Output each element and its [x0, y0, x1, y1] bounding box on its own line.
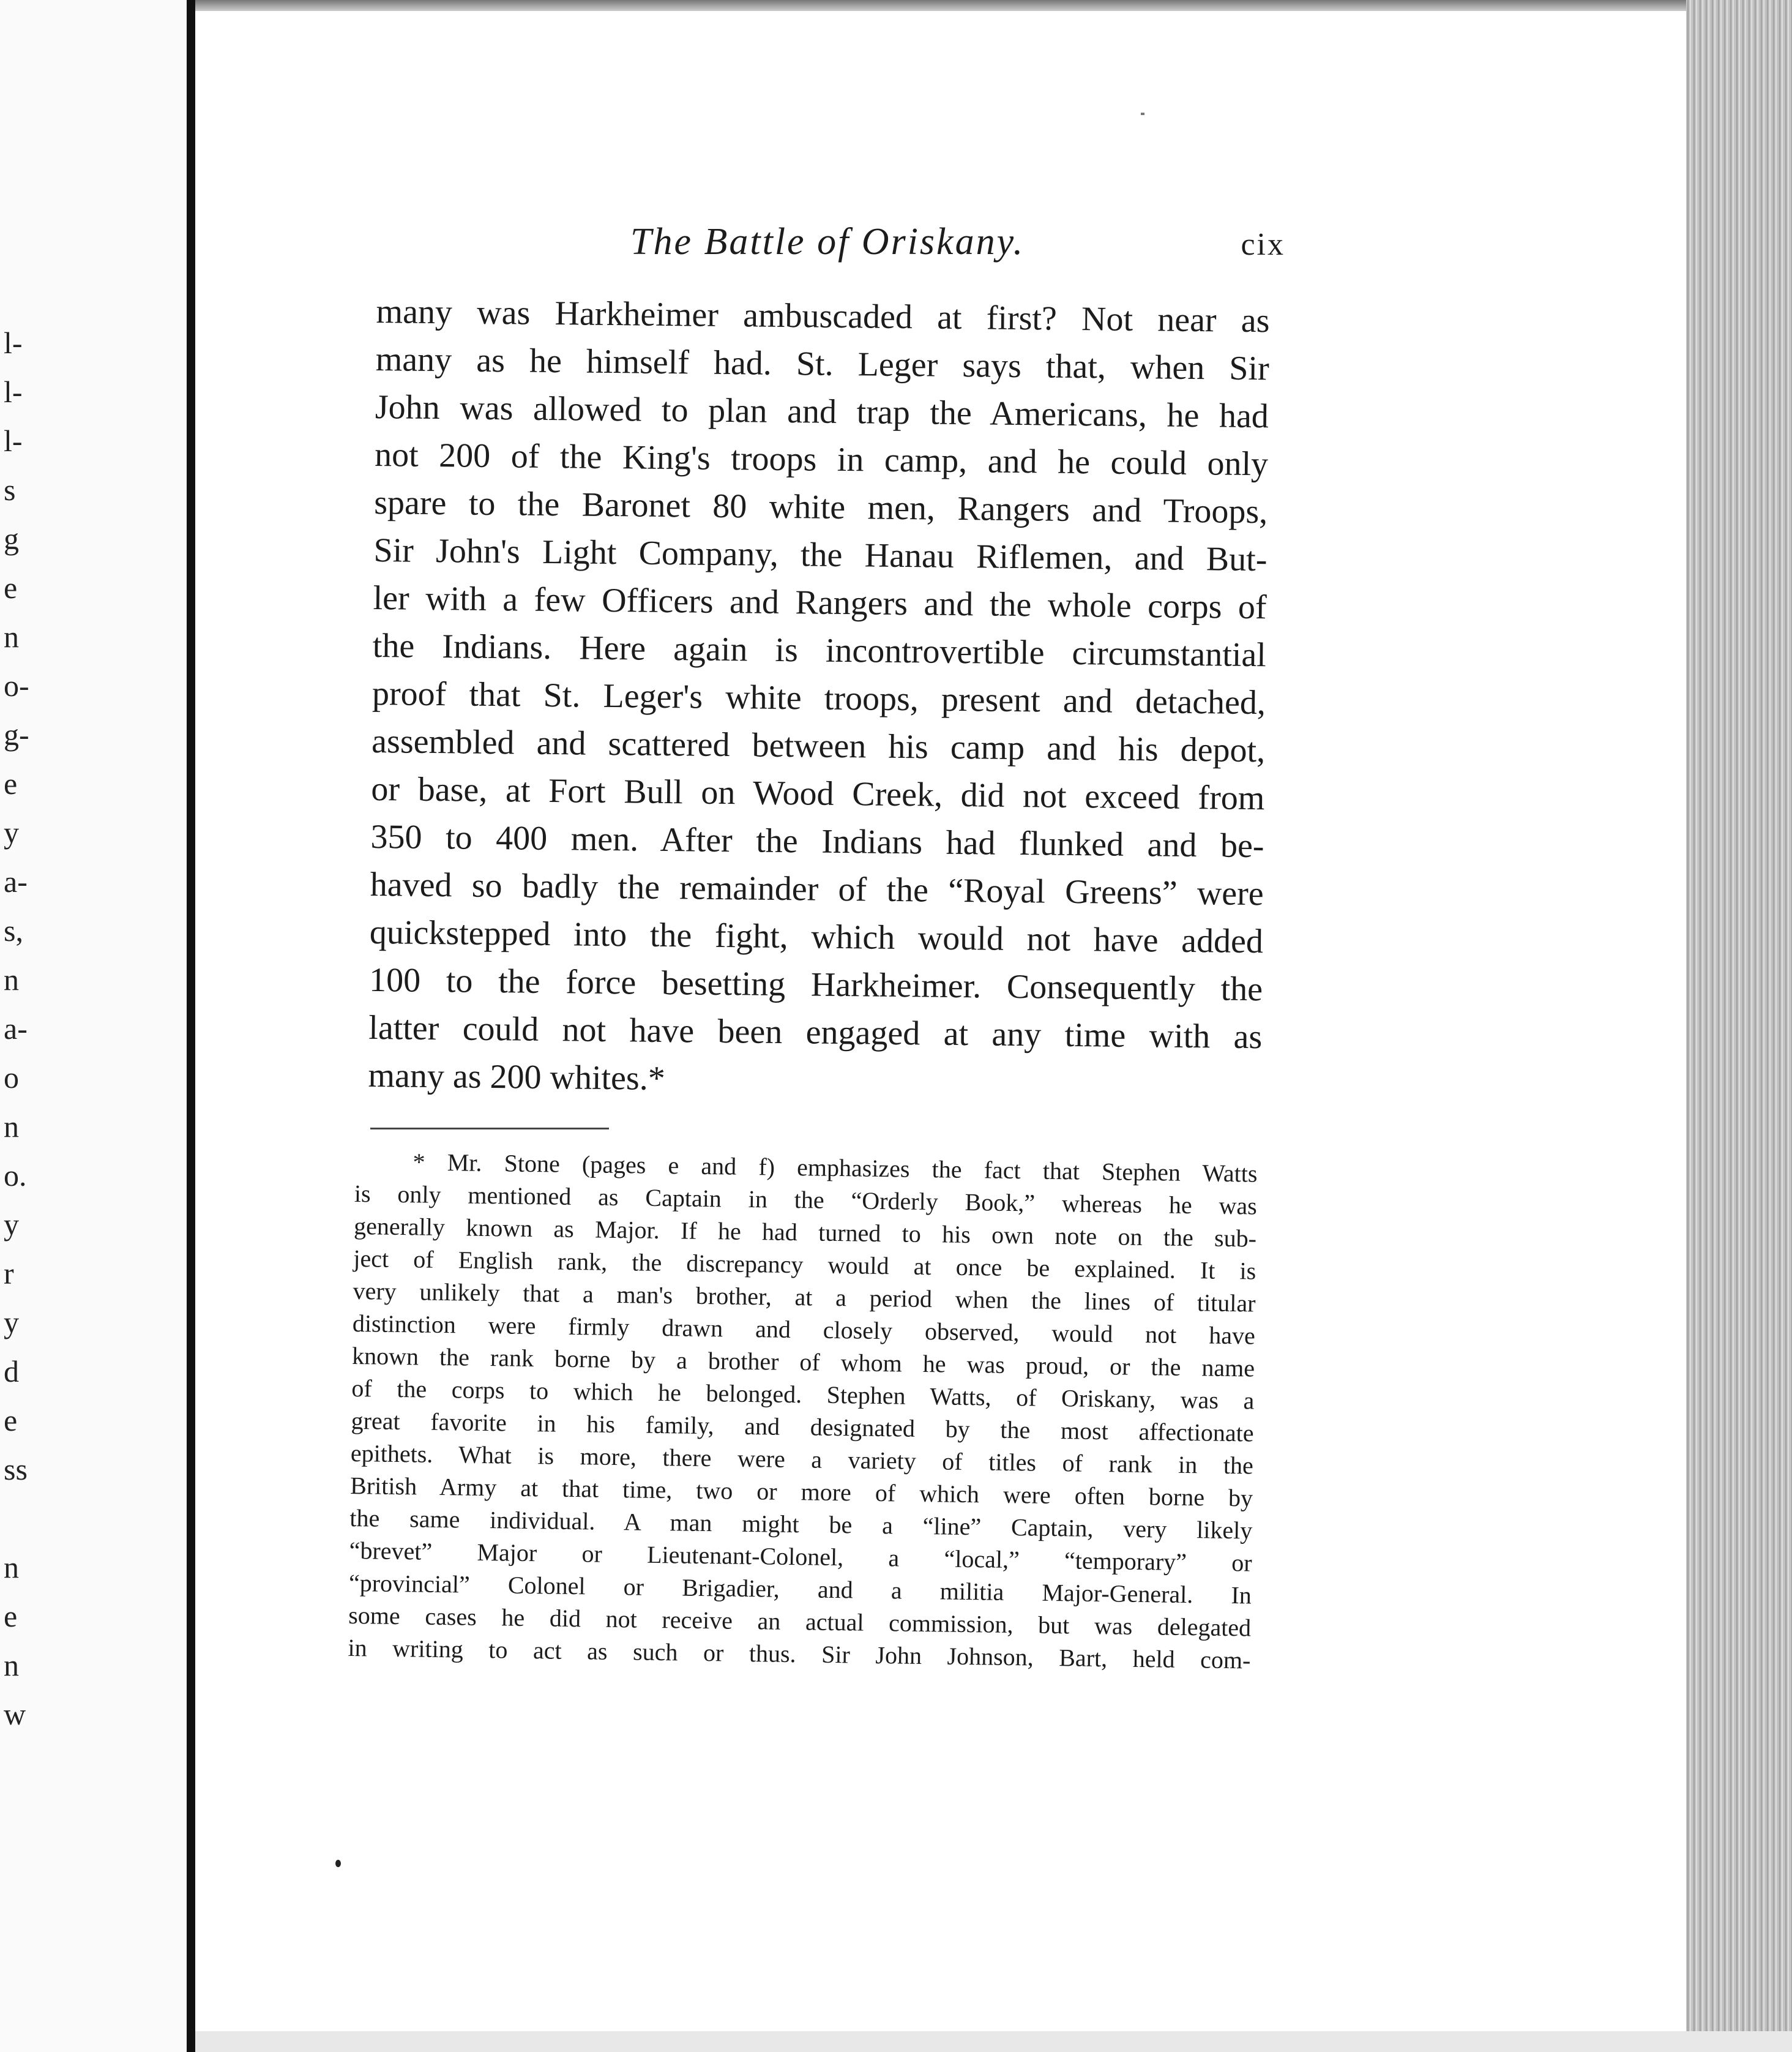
left-page-fragment: s,	[4, 913, 23, 948]
left-page-fragment: y	[4, 1305, 19, 1339]
footnote-line: in writing to act as such or thus. Sir John Johnson, Bart, held com-	[348, 1633, 1251, 1674]
footnote-rule	[370, 1128, 609, 1129]
left-page-fragment: n	[4, 1550, 19, 1584]
left-page-fragment: s	[4, 473, 16, 507]
body-line: 350 to 400 men. After the Indians had flunked and be-	[370, 817, 1264, 866]
body-line: many as 200 whites.*	[368, 1056, 666, 1098]
left-page-fragment: e	[4, 1403, 18, 1437]
left-page-fragment: l-	[4, 326, 23, 360]
body-line: latter could not have been engaged at any time with as	[368, 1008, 1263, 1057]
left-page-fragment: n	[4, 620, 19, 654]
footnote-line: distinction were firmly drawn and closely observed, would not have	[352, 1309, 1256, 1350]
left-page-fragment: g-	[4, 717, 29, 752]
left-page-fragment: a-	[4, 1011, 28, 1046]
left-page-margin	[0, 0, 187, 2052]
body-line: the Indians. Here again is incontrovertible circumstantial	[372, 626, 1267, 675]
body-line: or base, at Fort Bull on Wood Creek, did not exceed from	[371, 770, 1265, 818]
footnote-line: * Mr. Stone (pages e and f) emphasizes the fact that Stephen Watts	[413, 1148, 1258, 1188]
left-page-fragment	[0, 1494, 37, 1543]
left-page-fragment: a-	[4, 864, 28, 899]
left-page-fragment: n	[4, 1109, 19, 1144]
body-line: many was Harkheimer ambuscaded at first? Not near as	[376, 292, 1270, 340]
body-line: haved so badly the remainder of the “Royal Greens” were	[370, 865, 1264, 913]
left-page-fragment: e	[4, 571, 18, 605]
body-line: assembled and scattered between his camp and his depot,	[371, 722, 1266, 770]
left-page-text-fragments	[0, 318, 37, 1739]
scan-speck	[1141, 113, 1144, 115]
body-line: ler with a few Officers and Rangers and the whole corps of	[373, 579, 1267, 627]
body-line: quickstepped into the fight, which would not have added	[369, 913, 1264, 961]
left-page-fragment: n	[4, 1648, 19, 1682]
left-page-fragment: e	[4, 766, 18, 801]
left-page-fragment: y	[4, 1207, 19, 1241]
footnote-line: epithets. What is more, there were a variety of titles of rank in the	[350, 1439, 1254, 1480]
left-page-fragment: y	[4, 815, 19, 850]
footnote-line: is only mentioned as Captain in the “Orderly Book,” whereas he was	[354, 1179, 1258, 1220]
left-page-fragment: o.	[4, 1158, 27, 1193]
left-page-fragment: r	[4, 1256, 14, 1290]
left-page-fragment: n	[4, 962, 19, 997]
book-gutter	[187, 0, 195, 2052]
body-text	[368, 288, 1270, 1109]
footnote-line: of the corps to which he belonged. Stephen Watts, of Oriskany, was a	[351, 1374, 1255, 1415]
left-page-fragment: o-	[4, 668, 29, 703]
body-line: many as he himself had. St. Leger says that, when Sir	[375, 340, 1270, 388]
footnote-line: the same individual. A man might be a “line” Captain, very likely	[349, 1503, 1253, 1545]
footnote	[348, 1145, 1258, 1677]
body-line: 100 to the force besetting Harkheimer. Consequently the	[368, 960, 1263, 1009]
left-page-fragment: e	[4, 1599, 18, 1633]
left-page-fragment: ss	[4, 1452, 28, 1486]
footnote-line: generally known as Major. If he had turned to his own note on the sub-	[353, 1211, 1257, 1253]
body-line: spare to the Baronet 80 white men, Rangers and Troops,	[373, 483, 1268, 531]
footnote-line: great favorite in his family, and designated by the most affectionate	[351, 1406, 1254, 1447]
left-page-fragment: d	[4, 1354, 19, 1388]
body-line: Sir John's Light Company, the Hanau Riflemen, and But-	[373, 531, 1267, 579]
body-line: not 200 of the King's troops in camp, and he could only	[374, 435, 1269, 484]
page-top-edge	[195, 0, 1792, 11]
scan-speck	[335, 1860, 341, 1867]
footnote-line: ject of English rank, the discrepancy would at once be explained. It is	[353, 1244, 1256, 1285]
footnote-line: “provincial” Colonel or Brigadier, and a militia Major-General. In	[348, 1568, 1252, 1609]
footnote-line: known the rank borne by a brother of whom he was proud, or the name	[351, 1341, 1255, 1382]
left-page-fragment: o	[4, 1060, 19, 1095]
left-page-fragment: w	[4, 1697, 26, 1731]
body-line: proof that St. Leger's white troops, present and detached,	[371, 674, 1266, 722]
footnote-line: “brevet” Major or Lieutenant-Colonel, a “local,” “temporary” or	[349, 1536, 1252, 1577]
page-bottom-edge	[195, 2031, 1792, 2052]
left-page-fragment: g	[4, 522, 19, 556]
running-title: The Battle of Oriskany.	[630, 221, 1025, 263]
page-stack-edge	[1686, 0, 1792, 2052]
left-page-fragment: l-	[4, 424, 23, 458]
left-page-fragment: l-	[4, 375, 23, 409]
footnote-line: British Army at that time, two or more of which were often borne by	[349, 1471, 1253, 1512]
page-number: cix	[1241, 227, 1285, 262]
page-header	[379, 220, 1285, 288]
footnote-line: some cases he did not receive an actual commission, but was delegated	[348, 1601, 1252, 1642]
footnote-line: very unlikely that a man's brother, at a period when the lines of titular	[353, 1276, 1256, 1317]
body-line: John was allowed to plan and trap the Americans, he had	[375, 388, 1269, 436]
